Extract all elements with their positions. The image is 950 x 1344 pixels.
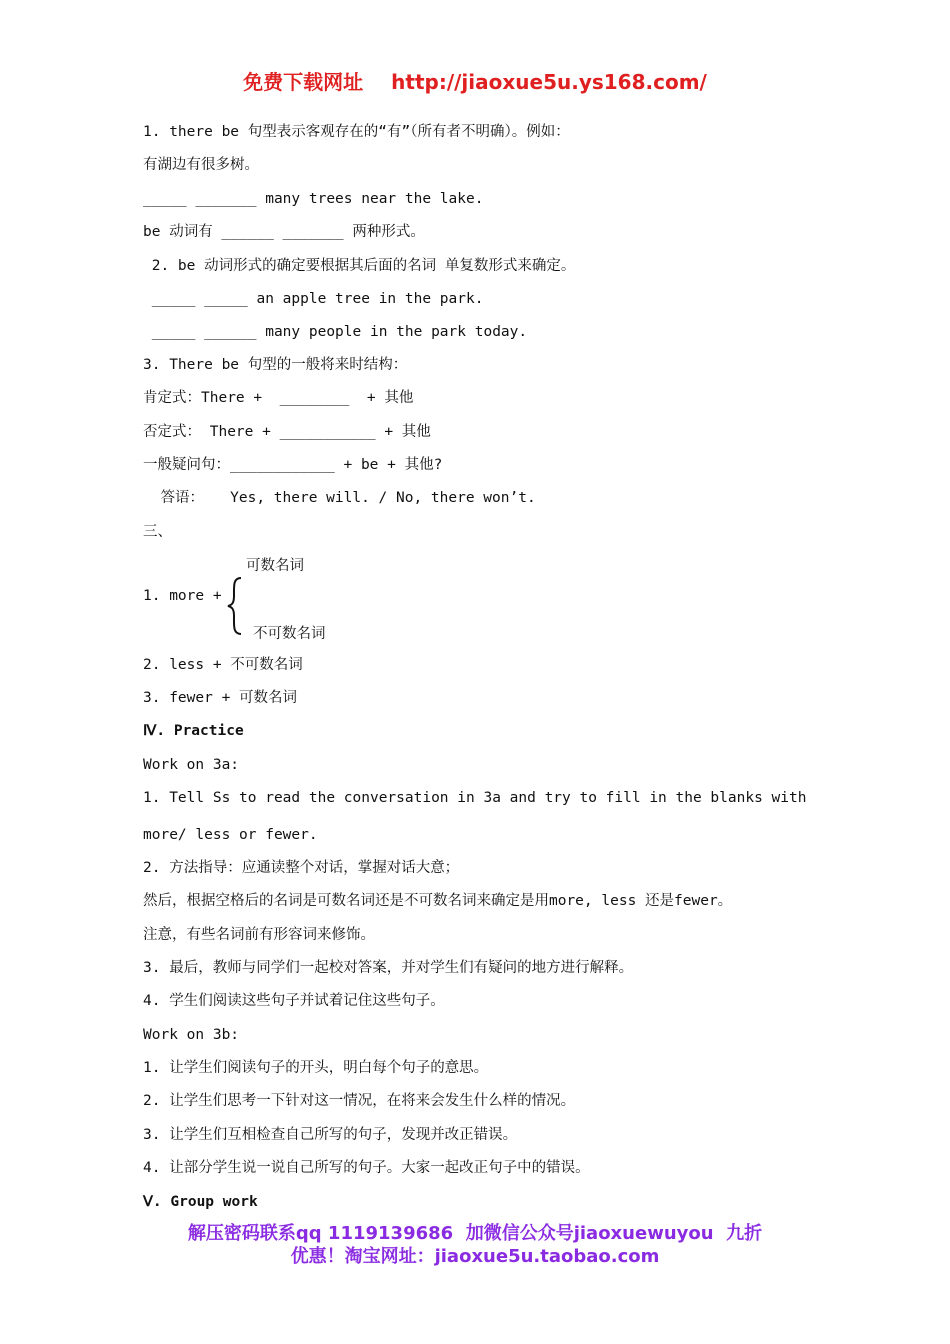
text-line: 4. 让部分学生说一说自己所写的句子。大家一起改正句子中的错误。	[143, 1160, 590, 1176]
text-line: more/ less or fewer.	[143, 827, 318, 843]
text-line: Work on 3b:	[143, 1027, 240, 1043]
brace-prefix: 1. more +	[143, 588, 222, 604]
text-line: 3. 最后，教师与同学们一起校对答案，并对学生们有疑问的地方进行解释。	[143, 960, 634, 976]
footer-line-1: 解压密码联系qq 1119139686 加微信公众号jiaoxuewuyou 九折	[187, 1223, 763, 1244]
header-url[interactable]: http://jiaoxue5u.ys168.com/	[391, 70, 707, 94]
brace-top-label: 可数名词	[246, 558, 304, 574]
text-line: Work on 3a:	[143, 757, 240, 773]
text-line: _____ ______ many people in the park today.	[143, 324, 528, 340]
text-line: 4. 学生们阅读这些句子并试着记住这些句子。	[143, 993, 445, 1009]
text-line: 有湖边有很多树。	[143, 157, 259, 173]
text-line: 3. fewer + 可数名词	[143, 690, 298, 706]
text-line: _____ _____ an apple tree in the park.	[143, 291, 484, 307]
text-line: 否定式： There + ___________ + 其他	[143, 424, 431, 440]
text-line: 肯定式：There + ________ + 其他	[143, 390, 414, 406]
footer-line-2: 优惠！淘宝网址：jiaoxue5u.taobao.com	[290, 1246, 660, 1267]
section-5-title: Ⅴ. Group work	[143, 1194, 258, 1210]
text-line: 然后，根据空格后的名词是可数名词还是不可数名词来确定是用more, less 还是fewer。	[143, 893, 733, 909]
text-line: 2. less + 不可数名词	[143, 657, 303, 673]
text-line: 3. 让学生们互相检查自己所写的句子，发现并改正错误。	[143, 1127, 518, 1143]
text-line: 2. be 动词形式的确定要根据其后面的名词 单复数形式来确定。	[143, 258, 576, 274]
text-line: 2. 方法指导：应通读整个对话，掌握对话大意；	[143, 860, 460, 876]
text-line: 1. there be 句型表示客观存在的“有”（所有者不明确）。例如：	[143, 124, 570, 140]
brace-bottom-label: 不可数名词	[253, 626, 326, 642]
text-line: 答语： Yes, there will. / No, there won’t.	[143, 490, 536, 506]
text-line: 一般疑问句：____________ + be + 其他?	[143, 457, 443, 473]
left-brace-icon	[225, 576, 245, 636]
section-3-heading: 三、	[143, 524, 172, 540]
header-title: 免费下载网址	[243, 70, 364, 94]
text-line: 注意，有些名词前有形容词来修饰。	[143, 927, 375, 943]
text-line: 2. 让学生们思考一下针对这一情况，在将来会发生什么样的情况。	[143, 1093, 576, 1109]
text-line: 1. 让学生们阅读句子的开头，明白每个句子的意思。	[143, 1060, 489, 1076]
text-line: 1. Tell Ss to read the conversation in 3a and try to fill in the blanks with	[143, 790, 807, 806]
section-4-title: Ⅳ. Practice	[143, 723, 244, 739]
text-line: 3. There be 句型的一般将来时结构：	[143, 357, 408, 373]
header-banner	[0, 66, 950, 95]
brace-diagram	[143, 552, 443, 647]
text-line: _____ _______ many trees near the lake.	[143, 191, 484, 207]
text-line: be 动词有 ______ _______ 两种形式。	[143, 224, 425, 240]
